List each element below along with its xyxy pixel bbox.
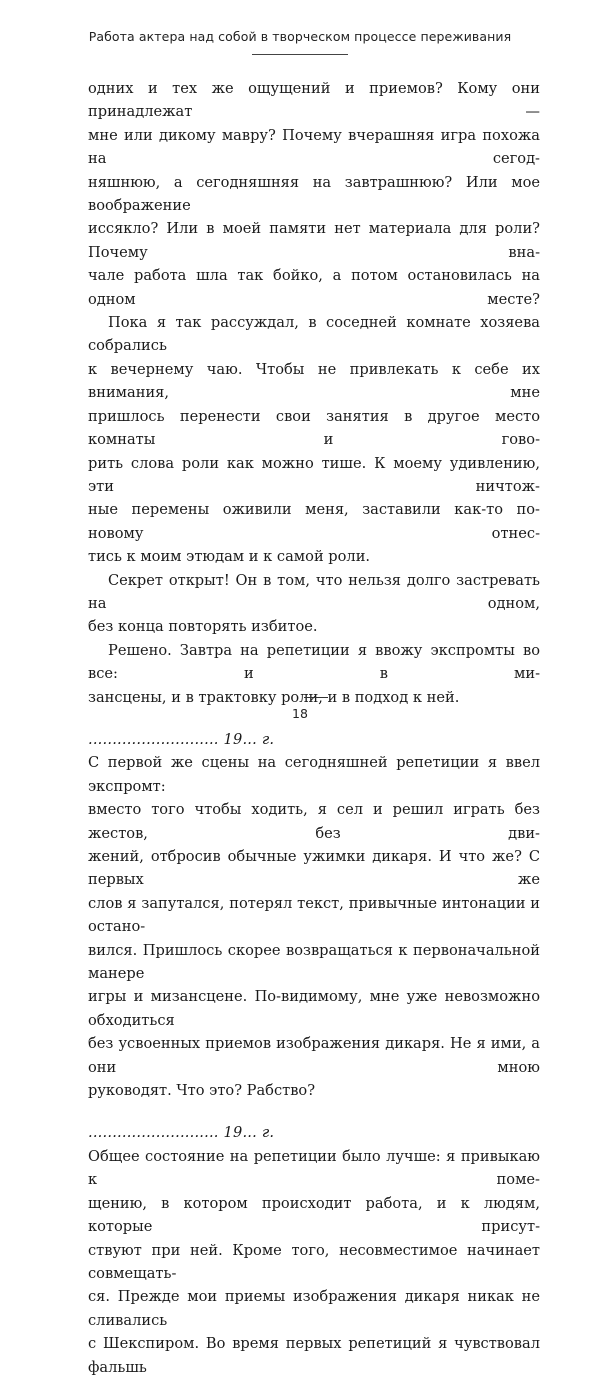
entry-dateline: ........................... 19... г. bbox=[88, 1124, 275, 1142]
text-line: одних и тех же ощущений и приемов? Кому они принадлежат — bbox=[88, 80, 540, 121]
text-line: руководят. Что это? Рабство? bbox=[88, 1082, 316, 1100]
text-line: ные перемены оживили меня, заставили как-то по-новому отнес- bbox=[88, 501, 540, 542]
diary-entry bbox=[88, 751, 540, 1102]
text-line: Решено. Завтра на репетиции я ввожу экспромты во все: и в ми- bbox=[88, 641, 540, 683]
diary-entry bbox=[88, 1145, 540, 1379]
text-line: мне или дикому мавру? Почему вчерашняя игра похожа на сегод- bbox=[88, 126, 540, 168]
text-line: Пока я так рассуждал, в соседней комнате хозяева собрались bbox=[88, 314, 540, 355]
paragraph bbox=[88, 311, 540, 568]
text-line: к вечернему чаю. Чтобы не привлекать к себе их внимания, мне bbox=[88, 360, 540, 402]
text-line: слов я запутался, потерял текст, привычные интонации и остано- bbox=[88, 894, 540, 936]
text-line: рить слова роли как можно тише. К моему удивлению, эти ничтож- bbox=[88, 454, 540, 495]
text-line: ствуют при ней. Кроме того, несовместимое начинает совмещать- bbox=[88, 1241, 540, 1282]
text-line: жений, отбросив обычные ужимки дикаря. И что же? С первых же bbox=[88, 848, 540, 889]
text-line: зансцены, и в трактовку роли, и в подход к ней. bbox=[88, 688, 460, 706]
text-line: тись к моим этюдам и к самой роли. bbox=[88, 548, 371, 566]
text-line: Секрет открыт! Он в том, что нельзя долго застревать на одном, bbox=[88, 571, 540, 612]
paragraph-continuation bbox=[88, 77, 540, 311]
text-line: пришлось перенести свои занятия в другое место комнаты и гово- bbox=[88, 407, 540, 449]
text-line: вился. Пришлось скорее возвращаться к первоначальной манере bbox=[88, 941, 540, 983]
text-line: щению, в котором происходит работа, и к людям, которые присут- bbox=[88, 1194, 540, 1236]
text-line: вместо того чтобы ходить, я сел и решил играть без жестов, без дви- bbox=[88, 801, 540, 842]
entry-dateline: ........................... 19... г. bbox=[88, 730, 275, 748]
text-line: игры и мизансцене. По-видимому, мне уже невозможно обходиться bbox=[88, 988, 540, 1029]
text-line: без усвоенных приемов изображения дикаря. Не я ими, а они мною bbox=[88, 1035, 540, 1076]
text-line: ся. Прежде мои приемы изображения дикаря никак не сливались bbox=[88, 1288, 540, 1329]
paragraph bbox=[88, 569, 540, 639]
text-line: Общее состояние на репетиции было лучше: я привыкаю к поме- bbox=[88, 1147, 540, 1189]
paragraph bbox=[88, 639, 540, 709]
text-line: без конца повторять избитое. bbox=[88, 618, 318, 636]
text-line: с Шекспиром. Во время первых репетиций я чувствовал фальшь bbox=[88, 1335, 540, 1376]
page-number: 18 bbox=[292, 706, 308, 721]
section-gap bbox=[88, 1102, 540, 1121]
text-line: С первой же сцены на сегодняшней репетиции я ввел экспромт: bbox=[88, 754, 540, 795]
text-line: иссякло? Или в моей памяти нет материала для роли? Почему вна- bbox=[88, 220, 540, 261]
footer-rule bbox=[304, 697, 328, 698]
header-rule bbox=[252, 54, 348, 55]
running-header: Работа актера над собой в творческом процессе переживания bbox=[88, 29, 512, 44]
body-text bbox=[88, 77, 540, 1379]
text-line: няшнюю, а сегодняшняя на завтрашнюю? Или мое воображение bbox=[88, 173, 540, 215]
text-line: чале работа шла так бойко, а потом остановилась на одном месте? bbox=[88, 267, 540, 308]
